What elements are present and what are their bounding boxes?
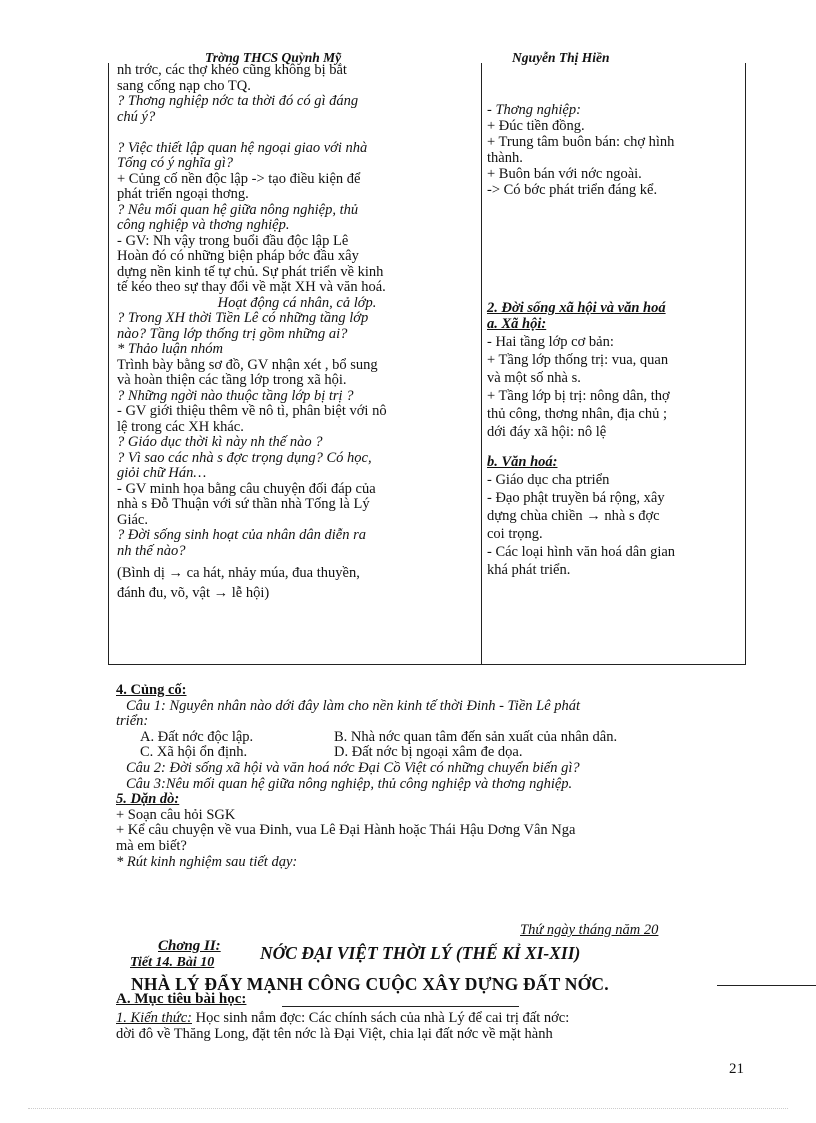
- options-cd: [116, 745, 756, 761]
- lesson-table: [108, 63, 746, 665]
- chapter-title: NỚC ĐẠI VIỆT THỜI LÝ (THẾ KỈ XI-XII): [260, 943, 581, 963]
- homework-line-4: * Rút kinh nghiệm sau tiết dạy:: [116, 853, 298, 870]
- right-col-line: a. Xã hội:: [487, 316, 547, 332]
- lesson-title: NHÀ LÝ ĐẨY MẠNH CÔNG CUỘC XÂY DỰNG ĐẤT NỚC.: [131, 974, 609, 994]
- right-col-line: + Buôn bán với nớc ngoài.: [487, 166, 642, 182]
- right-col-line: + Trung tâm buôn bán: chợ hình: [487, 134, 675, 150]
- right-col-line: -> Có bớc phát triển đáng kể.: [487, 182, 658, 198]
- left-col-line: - GV giới thiệu thêm về nô tì, phân biệt với nô: [117, 403, 387, 419]
- right-col-line: - Các loại hình văn hoá dân gian: [487, 544, 676, 560]
- left-col-line: ? Giáo dục thời kì này nh thế nào ?: [117, 434, 323, 450]
- left-col-line: (Bình dị → ca hát, nhảy múa, đua thuyền,: [117, 565, 360, 581]
- left-col-line: dựng nền kinh tế tự chủ. Sự phát triển về kinh: [117, 263, 384, 280]
- left-col-line: ? Đời sống sinh hoạt của nhân dân diễn ra: [117, 527, 366, 543]
- right-col-line: + Tầng lớp bị trị: nông dân, thợ: [487, 388, 670, 404]
- left-col-line: nh trớc, các thợ khéo cũng không bị bắt: [117, 62, 347, 78]
- left-col-line: ? Nêu mối quan hệ giữa nông nghiệp, thủ: [117, 201, 359, 218]
- left-col-line: nhà s Đỗ Thuận với sứ thần nhà Tống là Lý: [117, 496, 370, 512]
- right-col-line: 2. Đời sống xã hội và văn hoá: [487, 300, 666, 316]
- option-b: B. Nhà nớc quan tâm đến sản xuất của nhân dân.: [334, 728, 618, 745]
- left-col-line: - GV: Nh vậy trong buổi đầu độc lập Lê: [117, 232, 349, 249]
- page-number: 21: [729, 1061, 744, 1077]
- left-col-line: Giác.: [117, 511, 148, 528]
- left-col-line: ? Vì sao các nhà s đợc trọng dụng? Có học,: [117, 449, 372, 466]
- option-d: D. Đất nớc bị ngoại xâm đe dọa.: [334, 744, 523, 761]
- lesson-label: Tiết 14. Bài 10: [130, 955, 215, 970]
- left-col-line: ? Việc thiết lập quan hệ ngoại giao với nhà: [117, 139, 368, 156]
- teacher-student-activity-column: [117, 63, 477, 603]
- objectives-rule: [282, 1006, 519, 1007]
- right-col-line: dựng chùa chiền → nhà s đợc: [487, 508, 660, 524]
- right-col-line: - Đạo phật truyền bá rộng, xây: [487, 490, 665, 506]
- consolidation-heading: 4. Củng cố:: [116, 682, 187, 698]
- right-col-line: dới đáy xã hội: nô lệ: [487, 424, 607, 440]
- left-col-line: Hoạt động cá nhân, cả lớp.: [217, 294, 377, 311]
- question-1-cont: triển:: [116, 713, 149, 730]
- homework-line-3: mà em biết?: [116, 837, 187, 854]
- homework-heading: 5. Dặn dò:: [116, 791, 180, 808]
- option-c: C. Xã hội ổn định.: [140, 744, 248, 761]
- right-col-line: + Đúc tiền đồng.: [487, 118, 585, 134]
- header-teacher: Nguyễn Thị Hiền: [512, 50, 610, 65]
- homework-line-1: + Soạn câu hỏi SGK: [116, 806, 236, 823]
- left-col-line: * Thảo luận nhóm: [117, 341, 223, 357]
- left-col-line: tế kéo theo sự thay đổi về mặt XH và văn hoá.: [117, 279, 386, 295]
- objectives-line-1: [116, 1010, 569, 1027]
- objectives-line-2: dời đô về Thăng Long, đặt tên nớc là Đại Việt, chia lại đất nớc về mặt hành: [116, 1026, 553, 1042]
- right-col-line: - Giáo dục cha ptriển: [487, 472, 610, 488]
- right-col-line: khá phát triển.: [487, 562, 571, 578]
- knowledge-label: 1. Kiến thức:: [116, 1010, 192, 1026]
- right-col-line: thành.: [487, 150, 523, 166]
- left-col-line: Trình bày bằng sơ đồ, GV nhận xét , bổ sung: [117, 356, 378, 373]
- homework-line-2: + Kể câu chuyện về vua Đinh, vua Lê Đại Hành hoặc Thái Hậu Dơng Vân Nga: [116, 822, 576, 839]
- left-col-line: ? Thơng nghiệp nớc ta thời đó có gì đáng: [117, 93, 359, 109]
- objectives-heading: A. Mục tiêu bài học:: [116, 991, 247, 1007]
- page-bottom-dots: [28, 1108, 788, 1109]
- options-ab: [116, 730, 756, 746]
- left-col-line: Hoàn đó có những biện pháp bớc đầu xây: [117, 248, 359, 264]
- question-3: Câu 3:Nêu mối quan hệ giữa nông nghiệp, thủ công nghiệp và thơng nghiệp.: [126, 775, 573, 792]
- right-col-line: + Tầng lớp thống trị: vua, quan: [487, 352, 669, 368]
- question-2: Câu 2: Đời sống xã hội và văn hoá nớc Đại Cồ Việt có những chuyển biến gì?: [126, 759, 580, 776]
- right-col-line: - Hai tầng lớp cơ bản:: [487, 334, 614, 350]
- right-col-line: coi trọng.: [487, 526, 543, 542]
- right-col-line: và một số nhà s.: [487, 370, 581, 386]
- chapter-label: Chơng II:: [158, 938, 221, 954]
- title-rule: [717, 985, 816, 986]
- left-col-line: + Củng cố nền độc lập -> tạo điều kiện để: [117, 170, 361, 187]
- left-col-line: giỏi chữ Hán…: [117, 465, 207, 481]
- left-col-line: chú ý?: [117, 108, 156, 125]
- left-col-line: công nghiệp và thơng nghiệp.: [117, 217, 290, 233]
- header-school: Trờng THCS Quỳnh Mỹ: [205, 50, 342, 65]
- left-col-line: nào? Tầng lớp thống trị gồm những ai?: [117, 325, 348, 342]
- right-col-line: b. Văn hoá:: [487, 454, 558, 470]
- left-col-line: ? Những ngời nào thuộc tầng lớp bị trị ?: [117, 387, 354, 404]
- left-col-line: và hoàn thiện các tầng lớp trong xã hội.: [117, 372, 347, 388]
- left-col-line: ? Trong XH thời Tiền Lê có những tầng lớp: [117, 310, 369, 326]
- left-col-line: nh thế nào?: [117, 542, 186, 559]
- left-col-line: Tống có ý nghĩa gì?: [117, 155, 233, 171]
- left-col-line: - GV minh họa bằng câu chuyện đối đáp của: [117, 480, 376, 497]
- consolidation-section: [116, 683, 756, 870]
- left-col-line: sang cống nạp cho TQ.: [117, 77, 251, 94]
- date-line: Thứ ngày tháng năm 20: [520, 922, 659, 938]
- column-divider: [481, 63, 482, 664]
- right-col-line: thủ công, thơng nhân, địa chủ ;: [487, 406, 668, 422]
- left-col-line: [117, 125, 477, 141]
- left-col-line: lệ trong các XH khác.: [117, 418, 244, 435]
- left-col-line: phát triển ngoại thơng.: [117, 186, 249, 202]
- option-a: A. Đất nớc độc lập.: [140, 728, 254, 745]
- objectives-text-1: Học sinh nắm đợc: Các chính sách của nhà Lý để cai trị đất nớc:: [191, 1010, 570, 1026]
- right-col-line: - Thơng nghiệp:: [487, 102, 581, 118]
- left-col-line: đánh đu, võ, vật → lễ hội): [117, 585, 270, 601]
- question-1: Câu 1: Nguyên nhân nào dới đây làm cho nền kinh tế thời Đinh - Tiền Lê phát: [126, 697, 581, 714]
